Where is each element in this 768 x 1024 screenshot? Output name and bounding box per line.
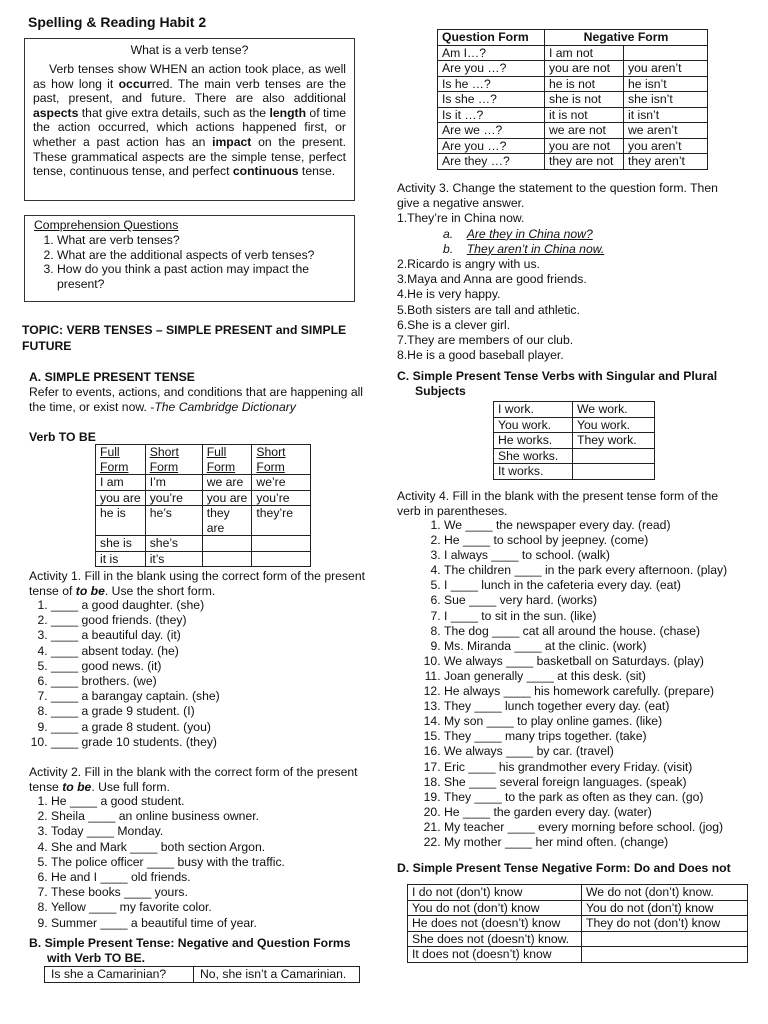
table-row bbox=[438, 123, 708, 139]
table-cell: he is not bbox=[545, 76, 624, 92]
list-item: 12. He always ____ his homework carefully. (prepare) bbox=[444, 684, 768, 699]
table-cell: we are not bbox=[545, 123, 624, 139]
table-cell: You work. bbox=[573, 417, 655, 433]
table-cell: you’re bbox=[145, 490, 202, 506]
table-cell bbox=[202, 551, 252, 567]
list-item: 7. These books ____ yours. bbox=[51, 885, 381, 900]
list-item: 8.He is a good baseball player. bbox=[397, 348, 564, 363]
list-item: 8. Yellow ____ my favorite color. bbox=[51, 900, 381, 915]
list-item: 6. ____ brothers. (we) bbox=[51, 674, 381, 689]
activity-2-list bbox=[6, 794, 381, 931]
table-row bbox=[494, 448, 655, 464]
table-header: Negative Form bbox=[545, 30, 708, 46]
list-item: 2. ____ good friends. (they) bbox=[51, 613, 381, 628]
table-cell: It works. bbox=[494, 464, 573, 480]
table-row bbox=[96, 490, 311, 506]
section-b-heading: B. Simple Present Tense: Negative and Question Forms with Verb TO BE. bbox=[29, 936, 351, 965]
list-item: 4.He is very happy. bbox=[397, 287, 501, 302]
list-item: 11. Joan generally ____ at this desk. (sit) bbox=[444, 669, 768, 684]
section-a-heading: A. SIMPLE PRESENT TENSE bbox=[29, 370, 195, 384]
table-cell: She works. bbox=[494, 448, 573, 464]
table-cell: He does not (doesn’t) know bbox=[408, 916, 582, 932]
table-cell: We work. bbox=[573, 402, 655, 418]
table-cell: it isn’t bbox=[624, 107, 708, 123]
comprehension-list bbox=[34, 233, 345, 291]
table-row bbox=[408, 885, 748, 901]
table-cell: you are not bbox=[545, 61, 624, 77]
list-item: 22. My mother ____ her mind often. (change) bbox=[444, 835, 768, 850]
table-header: Full Form bbox=[202, 445, 252, 475]
table-header: Short Form bbox=[145, 445, 202, 475]
activity-3 bbox=[397, 181, 737, 363]
table-row bbox=[96, 536, 311, 552]
table-cell: he’s bbox=[145, 506, 202, 536]
list-item: 5. The police officer ____ busy with the traffic. bbox=[51, 855, 381, 870]
list-item: 19. They ____ to the park as often as they can. (go) bbox=[444, 790, 768, 805]
list-item: 9. Ms. Miranda ____ at the clinic. (work) bbox=[444, 639, 768, 654]
list-item: 6.She is a clever girl. bbox=[397, 317, 511, 332]
table-cell: You do not (don’t) know bbox=[582, 900, 748, 916]
table-cell: she’s bbox=[145, 536, 202, 552]
comprehension-heading: Comprehension Questions bbox=[34, 218, 179, 232]
table-row bbox=[438, 92, 708, 108]
intro-paragraph: Verb tenses show WHEN an action took place, as well as how long it occurred. The main verb tenses are the past, present, and future. There are also additional aspects that give extra details, such as the length of time the action occurred, which actions happened first, or whether a past action has an impact on the present. These grammatical aspects are the simple tense, perfect tense, continuous tense, and perfect continuous tense. bbox=[33, 62, 346, 179]
section-d-table bbox=[407, 884, 748, 963]
table-cell: he isn’t bbox=[624, 76, 708, 92]
table-cell: Is she …? bbox=[438, 92, 545, 108]
activity-3-answer-b: b. They aren’t in China now. bbox=[443, 241, 605, 256]
table-cell: I am not bbox=[545, 45, 624, 61]
list-item: 4. She and Mark ____ both section Argon. bbox=[51, 840, 381, 855]
table-cell bbox=[252, 551, 311, 567]
list-item: 14. My son ____ to play online games. (like) bbox=[444, 714, 768, 729]
table-cell: he is bbox=[96, 506, 146, 536]
table-row bbox=[96, 506, 311, 536]
table-cell: she is not bbox=[545, 92, 624, 108]
list-item: 4. ____ absent today. (he) bbox=[51, 644, 381, 659]
table-cell bbox=[252, 536, 311, 552]
table-row bbox=[494, 464, 655, 480]
table-cell: We do not (don’t) know. bbox=[582, 885, 748, 901]
table-cell: You work. bbox=[494, 417, 573, 433]
list-item: 8. The dog ____ cat all around the house. (chase) bbox=[444, 624, 768, 639]
comprehension-box bbox=[24, 215, 355, 302]
list-item: 2. What are the additional aspects of verb tenses? bbox=[57, 248, 345, 263]
section-c-heading: C. Simple Present Tense Verbs with Singular and Plural Subjects bbox=[397, 369, 718, 398]
topic-heading: TOPIC: VERB TENSES – SIMPLE PRESENT and SIMPLE FUTURE bbox=[22, 323, 347, 353]
list-item: 17. Eric ____ his grandmother every Friday. (visit) bbox=[444, 760, 768, 775]
section-a-definition: Refer to events, actions, and conditions that are happening all the time, or exist now. -The Cambridge Dictionary bbox=[29, 385, 364, 414]
table-cell: we’re bbox=[252, 475, 311, 491]
table-cell: it is not bbox=[545, 107, 624, 123]
list-item: 7. ____ a barangay captain. (she) bbox=[51, 689, 381, 704]
table-header: Full Form bbox=[96, 445, 146, 475]
activity-4-list bbox=[402, 518, 768, 850]
table-row bbox=[494, 433, 655, 449]
table-cell bbox=[573, 464, 655, 480]
table-row bbox=[96, 475, 311, 491]
list-item: 5. I ____ lunch in the cafeteria every day. (eat) bbox=[444, 578, 768, 593]
table-cell: we are bbox=[202, 475, 252, 491]
table-cell: Is she a Camarinian? bbox=[45, 967, 194, 983]
intro-box bbox=[24, 38, 355, 201]
table-cell: you aren’t bbox=[624, 61, 708, 77]
table-row bbox=[494, 417, 655, 433]
list-item: 6. Sue ____ very hard. (works) bbox=[444, 593, 768, 608]
list-item: 7. I ____ to sit in the sun. (like) bbox=[444, 609, 768, 624]
list-item: 3. ____ a beautiful day. (it) bbox=[51, 628, 381, 643]
list-item: 5.Both sisters are tall and athletic. bbox=[397, 302, 580, 317]
table-cell: Is it …? bbox=[438, 107, 545, 123]
table-row bbox=[494, 402, 655, 418]
list-item: 2. He ____ to school by jeepney. (come) bbox=[444, 533, 768, 548]
table-row bbox=[438, 107, 708, 123]
list-item: 13. They ____ lunch together every day. (eat) bbox=[444, 699, 768, 714]
activity-3-answer-a: a. Are they in China now? bbox=[443, 226, 593, 241]
table-cell: I do not (don’t) know bbox=[408, 885, 582, 901]
section-b-table bbox=[44, 966, 360, 983]
activity-2-intro: Activity 2. Fill in the blank with the correct form of the present tense to be. Use full form. bbox=[29, 765, 358, 794]
table-row bbox=[408, 931, 748, 947]
activity-3-intro: Activity 3. Change the statement to the question form. Then give a negative answer. bbox=[397, 181, 718, 211]
activity-4-intro: Activity 4. Fill in the blank with the present tense form of the verb in parentheses. bbox=[397, 489, 719, 518]
table-cell: it’s bbox=[145, 551, 202, 567]
table-row bbox=[408, 900, 748, 916]
activity-1-intro: Activity 1. Fill in the blank using the correct form of the present tense of to be. Use the short form. bbox=[29, 569, 365, 598]
table-cell: She does not (doesn’t) know. bbox=[408, 931, 582, 947]
table-cell: they are not bbox=[545, 154, 624, 170]
table-row bbox=[438, 138, 708, 154]
table-cell: I work. bbox=[494, 402, 573, 418]
table-cell: Are you …? bbox=[438, 61, 545, 77]
list-item: 1. He ____ a good student. bbox=[51, 794, 381, 809]
table-row bbox=[96, 445, 311, 475]
verb-to-be-heading: Verb TO BE bbox=[29, 430, 96, 444]
table-cell: you aren’t bbox=[624, 138, 708, 154]
table-cell bbox=[582, 931, 748, 947]
table-cell: It does not (doesn’t) know bbox=[408, 947, 582, 963]
section-d-heading: D. Simple Present Tense Negative Form: Do and Does not bbox=[397, 861, 731, 875]
table-row bbox=[45, 967, 360, 983]
list-item: 1. What are verb tenses? bbox=[57, 233, 345, 248]
table-row bbox=[408, 947, 748, 963]
question-form-table bbox=[437, 29, 708, 170]
list-item: 3.Maya and Anna are good friends. bbox=[397, 272, 587, 287]
table-cell: you’re bbox=[252, 490, 311, 506]
table-cell: you are bbox=[96, 490, 146, 506]
table-cell bbox=[582, 947, 748, 963]
table-row bbox=[438, 61, 708, 77]
list-item: 2. Sheila ____ an online business owner. bbox=[51, 809, 381, 824]
list-item: 6. He and I ____ old friends. bbox=[51, 870, 381, 885]
list-item: 20. He ____ the garden every day. (water) bbox=[444, 805, 768, 820]
table-cell: it is bbox=[96, 551, 146, 567]
table-cell: they are bbox=[202, 506, 252, 536]
table-row bbox=[408, 916, 748, 932]
table-cell bbox=[624, 45, 708, 61]
table-cell bbox=[202, 536, 252, 552]
table-cell: we aren’t bbox=[624, 123, 708, 139]
table-cell: she is bbox=[96, 536, 146, 552]
list-item: 3. How do you think a past action may impact the present? bbox=[57, 262, 345, 291]
list-item: 16. We always ____ by car. (travel) bbox=[444, 744, 768, 759]
table-cell: They work. bbox=[573, 433, 655, 449]
table-row bbox=[438, 30, 708, 46]
list-item: 1. We ____ the newspaper every day. (read) bbox=[444, 518, 768, 533]
list-item: 9. ____ a grade 8 student. (you) bbox=[51, 720, 381, 735]
list-item: 18. She ____ several foreign languages. (speak) bbox=[444, 775, 768, 790]
activity-1-list bbox=[6, 598, 381, 750]
list-item: 8. ____ a grade 9 student. (I) bbox=[51, 704, 381, 719]
list-item: 15. They ____ many trips together. (take) bbox=[444, 729, 768, 744]
list-item: 21. My teacher ____ every morning before school. (jog) bbox=[444, 820, 768, 835]
list-item: 1.They’re in China now. bbox=[397, 211, 525, 226]
table-cell: Is he …? bbox=[438, 76, 545, 92]
list-item: 10. ____ grade 10 students. (they) bbox=[51, 735, 381, 750]
table-row bbox=[438, 45, 708, 61]
table-cell: You do not (don’t) know bbox=[408, 900, 582, 916]
table-row bbox=[438, 154, 708, 170]
table-cell: I’m bbox=[145, 475, 202, 491]
table-cell: Am I…? bbox=[438, 45, 545, 61]
list-item: 9. Summer ____ a beautiful time of year. bbox=[51, 916, 381, 931]
page-title: Spelling & Reading Habit 2 bbox=[28, 14, 207, 30]
table-cell: Are we …? bbox=[438, 123, 545, 139]
table-row bbox=[96, 551, 311, 567]
list-item: 2.Ricardo is angry with us. bbox=[397, 257, 540, 272]
list-item: 3. Today ____ Monday. bbox=[51, 824, 381, 839]
table-cell: they aren’t bbox=[624, 154, 708, 170]
list-item: 5. ____ good news. (it) bbox=[51, 659, 381, 674]
table-cell bbox=[573, 448, 655, 464]
intro-heading: What is a verb tense? bbox=[130, 43, 249, 57]
list-item: 10. We always ____ basketball on Saturdays. (play) bbox=[444, 654, 768, 669]
list-item: 1. ____ a good daughter. (she) bbox=[51, 598, 381, 613]
table-cell: you are not bbox=[545, 138, 624, 154]
table-cell: they’re bbox=[252, 506, 311, 536]
table-cell: I am bbox=[96, 475, 146, 491]
list-item: 7.They are members of our club. bbox=[397, 333, 574, 348]
table-header: Question Form bbox=[438, 30, 545, 46]
table-cell: He works. bbox=[494, 433, 573, 449]
table-cell: They do not (don’t) know bbox=[582, 916, 748, 932]
table-cell: she isn’t bbox=[624, 92, 708, 108]
verb-to-be-table bbox=[95, 444, 311, 567]
section-c-table bbox=[493, 401, 655, 480]
table-cell: Are you …? bbox=[438, 138, 545, 154]
section-a bbox=[29, 370, 369, 385]
list-item: 4. The children ____ in the park every afternoon. (play) bbox=[444, 563, 768, 578]
table-row bbox=[438, 76, 708, 92]
table-cell: No, she isn’t a Camarinian. bbox=[194, 967, 360, 983]
list-item: 3. I always ____ to school. (walk) bbox=[444, 548, 768, 563]
table-cell: Are they …? bbox=[438, 154, 545, 170]
table-header: Short Form bbox=[252, 445, 311, 475]
table-cell: you are bbox=[202, 490, 252, 506]
